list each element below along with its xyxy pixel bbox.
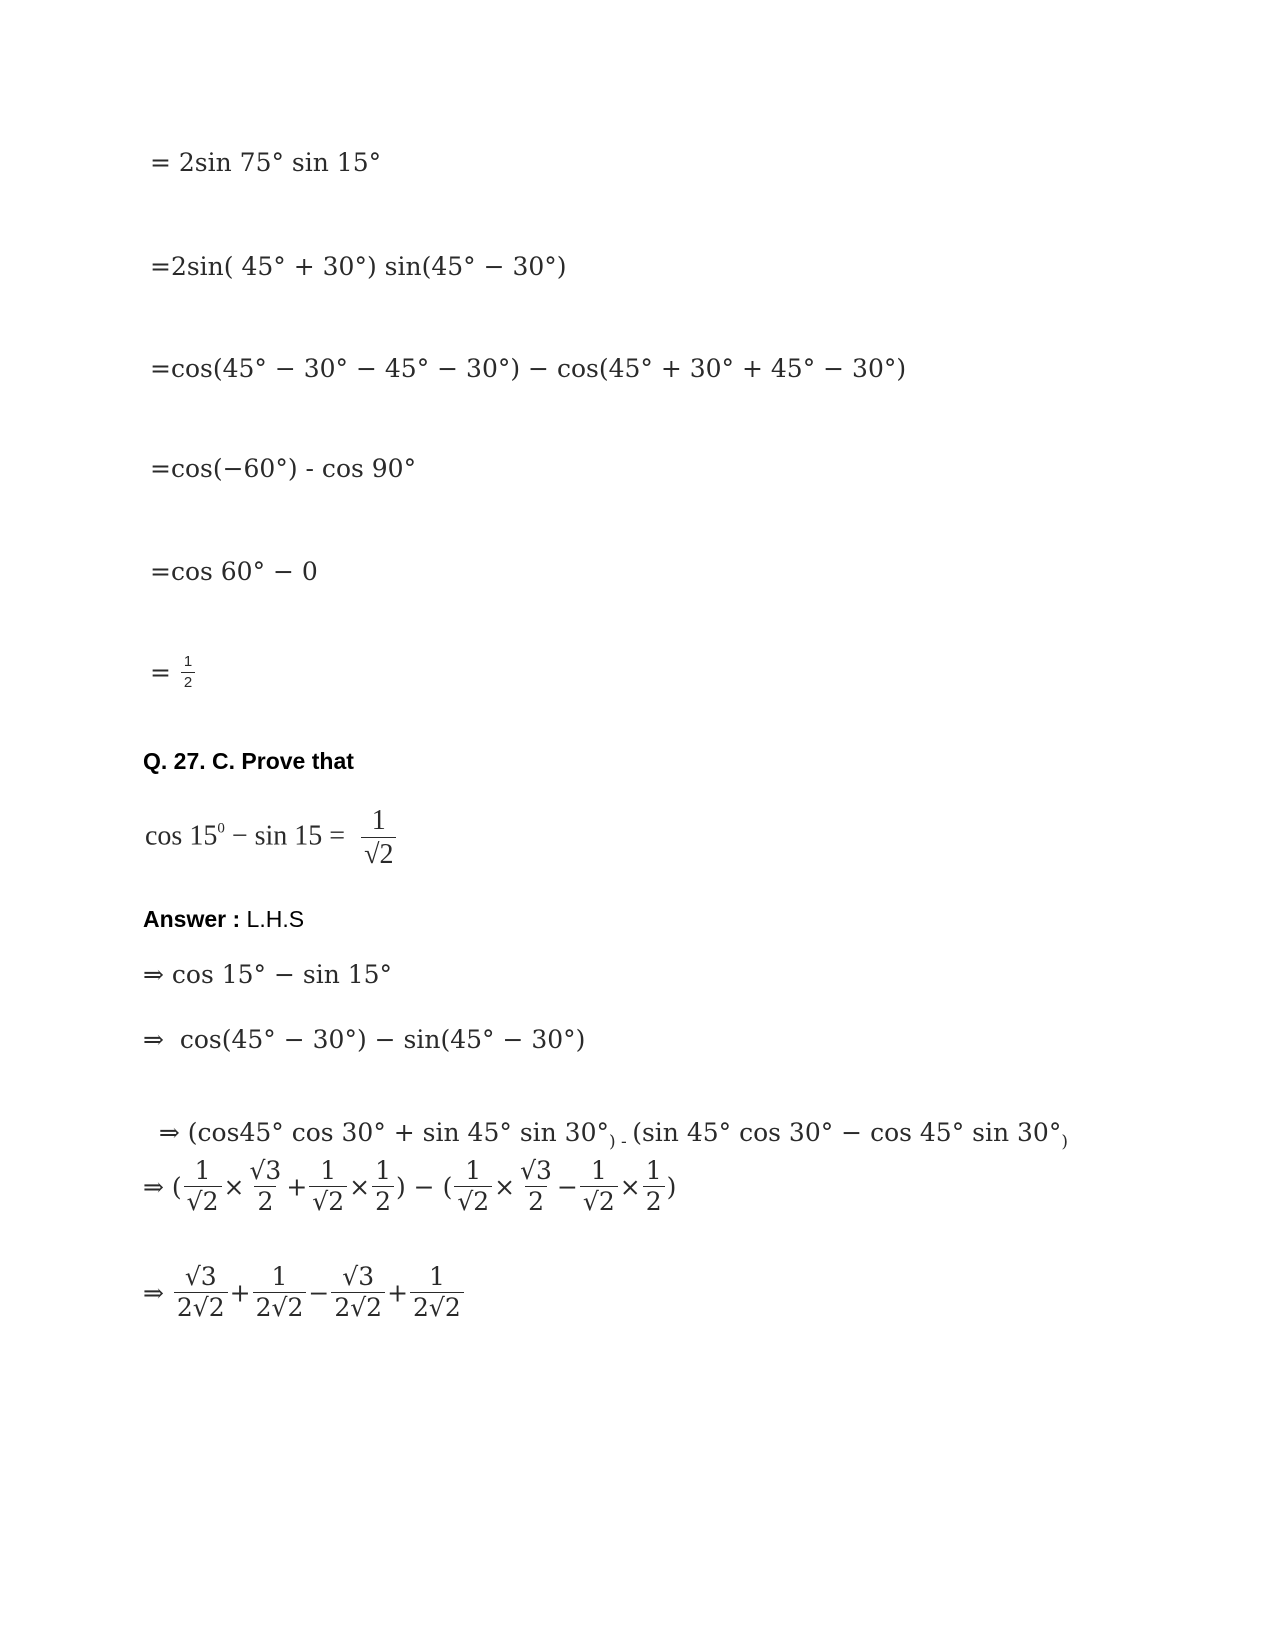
fraction bbox=[643, 1158, 665, 1216]
denominator: √2 bbox=[309, 1186, 347, 1215]
fraction bbox=[372, 1158, 394, 1216]
numerator: 1 bbox=[590, 1156, 607, 1185]
step-line-9 bbox=[143, 1089, 1068, 1152]
denominator: 2 bbox=[525, 1186, 547, 1215]
statement-lhs: cos 15 bbox=[145, 820, 218, 852]
step-line-11 bbox=[143, 1264, 466, 1322]
implies-arrow: ⇒ bbox=[143, 1172, 164, 1202]
step-line-7: ⇒ cos 15° − sin 15° bbox=[143, 960, 393, 989]
denominator: √2 bbox=[454, 1186, 492, 1215]
times-sign: × bbox=[223, 1172, 245, 1202]
fraction bbox=[331, 1264, 385, 1322]
one-half-fraction bbox=[181, 654, 195, 691]
minus-sign: − bbox=[308, 1278, 330, 1308]
numerator: √3 bbox=[184, 1262, 217, 1291]
denominator: 2 bbox=[254, 1186, 276, 1215]
minus-sign: - bbox=[615, 1132, 633, 1152]
denominator: 2√2 bbox=[174, 1292, 228, 1321]
step-line-3: =cos(45° − 30° − 45° − 30°) − cos(45° + 30° + 45° − 30°) bbox=[150, 354, 907, 383]
numerator: 1 bbox=[465, 1156, 482, 1185]
equals-sign: = bbox=[150, 657, 171, 687]
implies-arrow: ⇒ bbox=[143, 1278, 164, 1308]
numerator: 1 bbox=[183, 653, 193, 670]
implies-arrow: ⇒ bbox=[158, 1118, 180, 1147]
fraction bbox=[309, 1158, 347, 1216]
denominator: √2 bbox=[361, 837, 396, 869]
denominator: 2√2 bbox=[331, 1292, 385, 1321]
denominator: √2 bbox=[184, 1186, 222, 1215]
denominator: √2 bbox=[580, 1186, 618, 1215]
numerator: 1 bbox=[428, 1262, 445, 1291]
denominator: 2 bbox=[643, 1186, 665, 1215]
numerator: √3 bbox=[249, 1156, 282, 1185]
question-heading: Q. 27. C. Prove that bbox=[143, 748, 354, 774]
numerator: 1 bbox=[320, 1156, 337, 1185]
step-line-4: =cos(−60°) - cos 90° bbox=[150, 454, 417, 483]
plus-sign: + bbox=[286, 1172, 308, 1202]
minus-sign: − bbox=[556, 1172, 578, 1202]
times-sign: × bbox=[349, 1172, 371, 1202]
step-line-8: ⇒ cos(45° − 30°) − sin(45° − 30°) bbox=[143, 1025, 586, 1054]
step-line-6 bbox=[150, 654, 197, 691]
step-line-10 bbox=[143, 1158, 676, 1216]
denominator: 2√2 bbox=[410, 1292, 464, 1321]
statement-superscript: 0 bbox=[217, 820, 225, 837]
answer-label: Answer : bbox=[143, 906, 241, 932]
open-paren: ( bbox=[171, 1172, 182, 1202]
statement-equation bbox=[145, 806, 398, 870]
close-paren: ) bbox=[1061, 1132, 1068, 1152]
denominator: 2 bbox=[372, 1186, 394, 1215]
denominator: 2√2 bbox=[253, 1292, 307, 1321]
numerator: 1 bbox=[371, 805, 386, 836]
fraction bbox=[454, 1158, 492, 1216]
statement-mid: − sin 15 = bbox=[224, 820, 353, 852]
times-sign: × bbox=[494, 1172, 516, 1202]
denominator: 2 bbox=[181, 672, 195, 691]
fraction bbox=[246, 1158, 284, 1216]
numerator: 1 bbox=[645, 1156, 662, 1185]
answer-text: L.H.S bbox=[240, 906, 305, 932]
close-minus-open: ) − ( bbox=[395, 1172, 453, 1202]
numerator: √3 bbox=[520, 1156, 552, 1185]
step-line-1: = 2sin 75° sin 15° bbox=[150, 148, 382, 177]
fraction bbox=[253, 1264, 307, 1322]
step-line-5: =cos 60° − 0 bbox=[150, 557, 318, 586]
close-paren: ) bbox=[666, 1172, 677, 1202]
fraction bbox=[174, 1264, 228, 1322]
answer-line bbox=[143, 906, 304, 933]
fraction bbox=[410, 1264, 464, 1322]
numerator: 1 bbox=[271, 1262, 288, 1291]
step-line-2: =2sin( 45° + 30°) sin(45° − 30°) bbox=[150, 252, 567, 281]
plus-sign: + bbox=[229, 1278, 251, 1308]
fraction bbox=[184, 1158, 222, 1216]
numerator: √3 bbox=[342, 1262, 375, 1291]
times-sign: × bbox=[619, 1172, 641, 1202]
fraction bbox=[517, 1158, 555, 1216]
close-paren: ) bbox=[609, 1132, 616, 1152]
numerator: 1 bbox=[375, 1156, 391, 1185]
statement-fraction bbox=[361, 806, 396, 870]
numerator: 1 bbox=[194, 1156, 211, 1185]
plus-sign: + bbox=[387, 1278, 409, 1308]
expand-part-2: (sin 45° cos 30° − cos 45° sin 30° bbox=[632, 1118, 1062, 1147]
fraction bbox=[580, 1158, 618, 1216]
expand-part-1: (cos45° cos 30° + sin 45° sin 30° bbox=[179, 1118, 609, 1147]
